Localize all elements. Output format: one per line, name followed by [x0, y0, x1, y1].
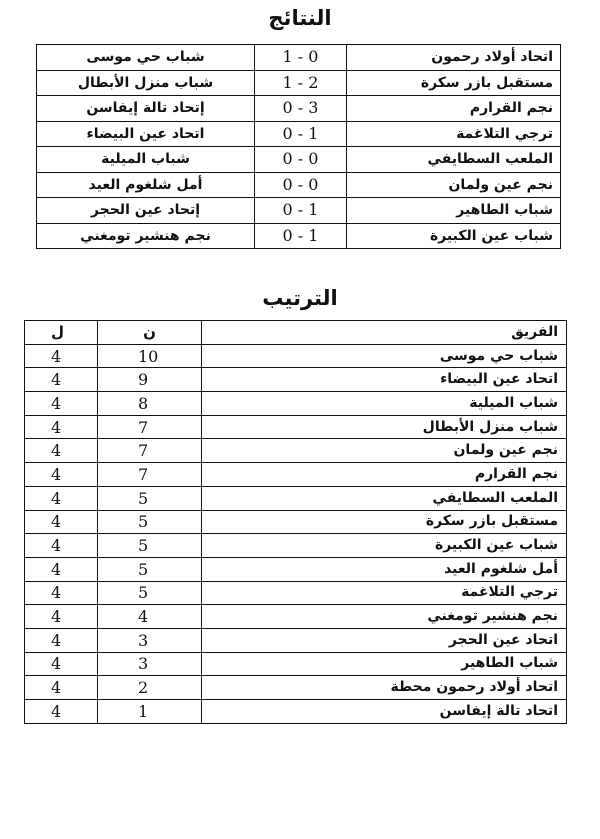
result-row — [37, 70, 561, 96]
away-team: نجم هنشير تومغني — [37, 223, 255, 249]
results-title: النتائج — [268, 6, 332, 30]
team-cell: اتحاد عين البيضاء — [202, 368, 567, 392]
points-cell: 5 — [98, 534, 202, 558]
points-cell: 7 — [98, 439, 202, 463]
team-cell: اتحاد أولاد رحمون محطة — [202, 676, 567, 700]
standings-row — [25, 486, 567, 510]
home-team: شباب الطاهير — [347, 198, 561, 224]
away-team: إتحاد عين الحجر — [37, 198, 255, 224]
match-score: 0 - 3 — [255, 96, 347, 122]
played-cell: 4 — [25, 652, 98, 676]
result-row — [37, 45, 561, 71]
away-team: أمل شلغوم العيد — [37, 172, 255, 198]
home-team: مستقبل بازر سكرة — [347, 70, 561, 96]
away-team: شباب حي موسى — [37, 45, 255, 71]
result-row — [37, 198, 561, 224]
team-cell: شباب حي موسى — [202, 344, 567, 368]
standings-row — [25, 463, 567, 487]
points-cell: 5 — [98, 510, 202, 534]
standings-header-row — [25, 321, 567, 345]
played-cell: 4 — [25, 439, 98, 463]
played-cell: 4 — [25, 676, 98, 700]
standings-row — [25, 628, 567, 652]
played-cell: 4 — [25, 368, 98, 392]
standings-row — [25, 652, 567, 676]
played-cell: 4 — [25, 486, 98, 510]
team-cell: أمل شلغوم العيد — [202, 557, 567, 581]
away-team: اتحاد عين البيضاء — [37, 121, 255, 147]
points-cell: 7 — [98, 463, 202, 487]
points-cell: 9 — [98, 368, 202, 392]
points-header: ن — [98, 321, 202, 345]
team-header: الفريق — [202, 321, 567, 345]
match-score: 0 - 0 — [255, 147, 347, 173]
team-cell: مستقبل بازر سكرة — [202, 510, 567, 534]
match-score: 0 - 1 — [255, 121, 347, 147]
result-row — [37, 96, 561, 122]
team-cell: اتحاد عين الحجر — [202, 628, 567, 652]
away-team: شباب منزل الأبطال — [37, 70, 255, 96]
played-cell: 4 — [25, 581, 98, 605]
team-cell: اتحاد تالة إيفاسن — [202, 700, 567, 724]
points-cell: 3 — [98, 652, 202, 676]
home-team: ترجي التلاغمة — [347, 121, 561, 147]
team-cell: شباب الطاهير — [202, 652, 567, 676]
standings-row — [25, 344, 567, 368]
match-score: 0 - 0 — [255, 172, 347, 198]
points-cell: 2 — [98, 676, 202, 700]
standings-title: الترتيب — [262, 286, 338, 310]
played-cell: 4 — [25, 628, 98, 652]
points-cell: 7 — [98, 415, 202, 439]
team-cell: ترجي التلاغمة — [202, 581, 567, 605]
result-row — [37, 223, 561, 249]
match-score: 1 - 2 — [255, 70, 347, 96]
result-row — [37, 172, 561, 198]
played-cell: 4 — [25, 534, 98, 558]
result-row — [37, 121, 561, 147]
played-cell: 4 — [25, 415, 98, 439]
standings-row — [25, 557, 567, 581]
standings-row — [25, 392, 567, 416]
played-cell: 4 — [25, 605, 98, 629]
home-team: نجم القرارم — [347, 96, 561, 122]
match-score: 0 - 1 — [255, 198, 347, 224]
standings-row — [25, 534, 567, 558]
team-cell: شباب عين الكبيرة — [202, 534, 567, 558]
team-cell: نجم القرارم — [202, 463, 567, 487]
home-team: الملعب السطايفي — [347, 147, 561, 173]
played-cell: 4 — [25, 392, 98, 416]
points-cell: 10 — [98, 344, 202, 368]
points-cell: 4 — [98, 605, 202, 629]
standings-row — [25, 415, 567, 439]
played-header: ل — [25, 321, 98, 345]
home-team: اتحاد أولاد رحمون — [347, 45, 561, 71]
standings-row — [25, 368, 567, 392]
played-cell: 4 — [25, 510, 98, 534]
team-cell: الملعب السطايفي — [202, 486, 567, 510]
team-cell: نجم هنشير تومغني — [202, 605, 567, 629]
standings-row — [25, 700, 567, 724]
standings-table — [24, 320, 567, 724]
played-cell: 4 — [25, 700, 98, 724]
match-score: 0 - 1 — [255, 223, 347, 249]
points-cell: 5 — [98, 581, 202, 605]
team-cell: شباب منزل الأبطال — [202, 415, 567, 439]
played-cell: 4 — [25, 557, 98, 581]
points-cell: 5 — [98, 486, 202, 510]
team-cell: شباب الميلية — [202, 392, 567, 416]
standings-row — [25, 676, 567, 700]
points-cell: 5 — [98, 557, 202, 581]
standings-row — [25, 605, 567, 629]
standings-row — [25, 439, 567, 463]
standings-row — [25, 510, 567, 534]
result-row — [37, 147, 561, 173]
points-cell: 1 — [98, 700, 202, 724]
points-cell: 3 — [98, 628, 202, 652]
home-team: شباب عين الكبيرة — [347, 223, 561, 249]
away-team: إتحاد تالة إيفاسن — [37, 96, 255, 122]
played-cell: 4 — [25, 344, 98, 368]
points-cell: 8 — [98, 392, 202, 416]
results-table — [36, 44, 561, 249]
team-cell: نجم عين ولمان — [202, 439, 567, 463]
match-score: 1 - 0 — [255, 45, 347, 71]
played-cell: 4 — [25, 463, 98, 487]
standings-row — [25, 581, 567, 605]
away-team: شباب الميلية — [37, 147, 255, 173]
home-team: نجم عين ولمان — [347, 172, 561, 198]
